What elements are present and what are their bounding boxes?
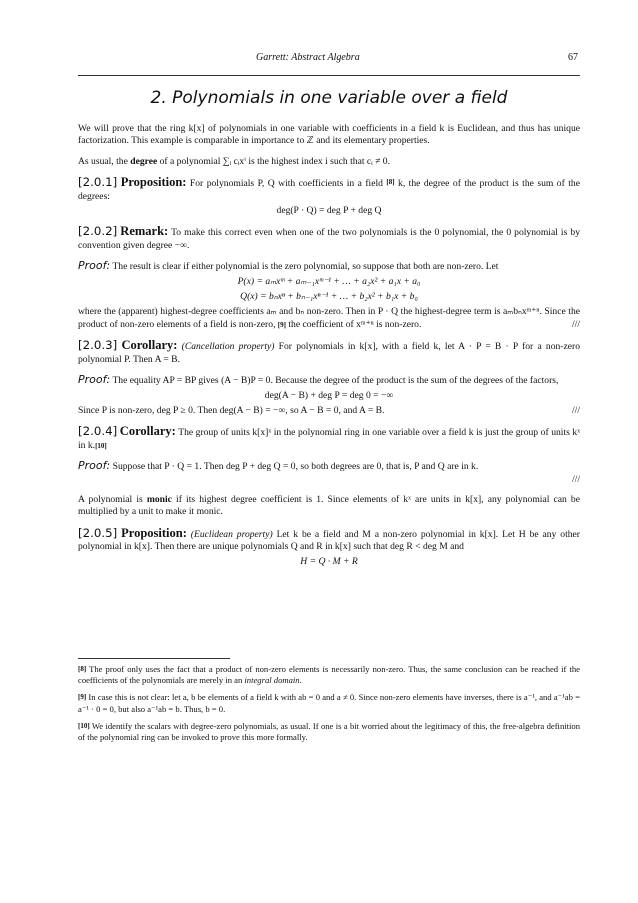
corollary-number: [2.0.3] [78, 338, 118, 353]
section-title: 2. Polynomials in one variable over a field [150, 88, 508, 108]
qed-mark: /// [572, 404, 580, 416]
monic-definition: A polynomial is monic if its highest degree coefficient is 1. Since elements of kˣ are units in k[x], any polynomial can be multiplied by a unit to make it monic. [78, 493, 580, 518]
footnote-mark: [10] [78, 721, 90, 730]
footnote-mark: [9] [78, 693, 87, 702]
degree-equation: deg(P · Q) = deg P + deg Q [276, 205, 382, 217]
proof-degree: Proof: The result is clear if either polynomial is the zero polynomial, so suppose that both are non-zero. Let P(x) = aₘxᵐ + aₘ₋₁xᵐ⁻¹ + … + a₂x² + a₁x + a₀ Q(x) = bₙxⁿ + bₙ₋₁xⁿ⁻¹ + … + b₂x² + b₁x + b₀ where the (apparent) highest-degree coefficients aₘ and bₙ non-zero. Then in P · Q the highest-degree term is aₘbₙxᵐ⁺ⁿ. Since the product of non-zero elements of a field is non-zero, [9] the coefficient of xᵐ⁺ⁿ is non-zero. /// [78, 259, 580, 330]
proposition-number: [2.0.1] [78, 175, 118, 190]
polynomial-q-equation: Q(x) = bₙxⁿ + bₙ₋₁xⁿ⁻¹ + … + b₂x² + b₁x + b₀ [240, 291, 418, 303]
footnote-9: [9] In case this is not clear: let a, b be elements of a field k with ab = 0 and a ≠ 0. Since non-zero elements have inverses, there is a⁻¹, and a⁻¹ab = a⁻¹ · 0 = 0, but also a⁻¹ab = b. Thus, b = 0. [78, 692, 580, 714]
corollary-name: Corollary: [119, 424, 176, 439]
page-number: 67 [568, 52, 578, 63]
header-rule [78, 75, 580, 76]
remark-number: [2.0.2] [78, 224, 118, 239]
proof-label: Proof: [78, 373, 111, 387]
qed-mark: /// [572, 473, 580, 485]
proposition-2-0-1: [2.0.1] Proposition: For polynomials P, Q with coefficients in a field [8] k, the degree of the product is the sum of the degrees: deg(P · Q) = deg P + deg Q [78, 175, 580, 217]
footnote-ref-8[interactable]: [8] [386, 178, 395, 187]
monic-term: monic [146, 493, 172, 505]
degree-definition: As usual, the degree of a polynomial ∑ᵢ cᵢxⁱ is the highest index i such that cᵢ ≠ 0. [78, 155, 390, 167]
corollary-2-0-4: [2.0.4] Corollary: The group of units k[x]ˣ in the polynomial ring in one variable over a field k is just the group of units kˣ in k.[10] [78, 424, 580, 451]
footnote-10: [10] We identify the scalars with degree-zero polynomials, as usual. If one is a bit worried about the legitimacy of this, the free-algebra definition of the polynomial ring can be invoked to prove this more formally. [78, 720, 580, 743]
proof-label: Proof: [78, 459, 111, 473]
remark-name: Remark: [120, 224, 169, 239]
euclidean-property-label: (Euclidean property) [190, 528, 273, 540]
body-text [78, 123, 580, 576]
degree-term: degree [130, 155, 158, 167]
proof-label: Proof: [78, 259, 111, 273]
footnote-ref-9[interactable]: [9] [277, 320, 286, 329]
footnote-rule [78, 658, 230, 659]
running-title: Garrett: Abstract Algebra [256, 52, 360, 63]
footnote-ref-10[interactable]: [10] [95, 441, 107, 450]
proof-units: Proof: Suppose that P · Q = 1. Then deg P + deg Q = 0, so both degrees are 0, that is, P and Q are in k. /// [78, 459, 580, 485]
polynomial-p-equation: P(x) = aₘxᵐ + aₘ₋₁xᵐ⁻¹ + … + a₂x² + a₁x + a₀ [237, 275, 421, 287]
proof-cancellation: Proof: The equality AP = BP gives (A − B)P = 0. Because the degree of the product is the sum of the degrees of the factors, deg(A − B) + deg P = deg 0 = −∞ Since P is non-zero, deg P ≥ 0. Then deg(A − B) = −∞, so A − B = 0, and A = B. /// [78, 373, 580, 416]
corollary-name: Corollary: [121, 338, 178, 353]
proposition-2-0-5: [2.0.5] Proposition: (Euclidean property) Let k be a field and M a non-zero polynomial in k[x]. Let H be any other polynomial in k[x]. Then there are unique polynomials Q and R in k[x] such that deg R < deg M and H = Q · M + R [78, 525, 581, 567]
corollary-number: [2.0.4] [78, 424, 118, 439]
division-equation: H = Q · M + R [300, 555, 358, 567]
proposition-number: [2.0.5] [78, 525, 118, 540]
intro-paragraph: We will prove that the ring k[x] of polynomials in one variable with coefficients in a field k is Euclidean, and thus has unique factorization. This example is comparable in importance to ℤ and its elementary properties. [78, 123, 580, 147]
footnote-mark: [8] [78, 665, 87, 673]
footnotes [78, 664, 580, 749]
corollary-2-0-3: [2.0.3] Corollary: (Cancellation property) For polynomials in k[x], with a field k, let A · P = B · P for a non-zero polynomial P. Then A = B. [78, 338, 580, 365]
footnote-8: [8] The proof only uses the fact that a product of non-zero elements is necessarily non-zero. Thus, the same conclusion can be reached if the coefficients of the polynomials are merely in an integral domain. [78, 664, 580, 686]
running-header [78, 52, 580, 66]
cancellation-property-label: (Cancellation property) [181, 341, 275, 353]
cancellation-equation: deg(A − B) + deg P = deg 0 = −∞ [264, 389, 394, 401]
proposition-name: Proposition: [121, 525, 187, 540]
qed-mark: /// [572, 318, 580, 330]
remark-2-0-2: [2.0.2] Remark: To make this correct even when one of the two polynomials is the 0 polynomial, the 0 polynomial is by convention given degree −∞. [78, 224, 580, 251]
proposition-name: Proposition: [120, 175, 187, 190]
